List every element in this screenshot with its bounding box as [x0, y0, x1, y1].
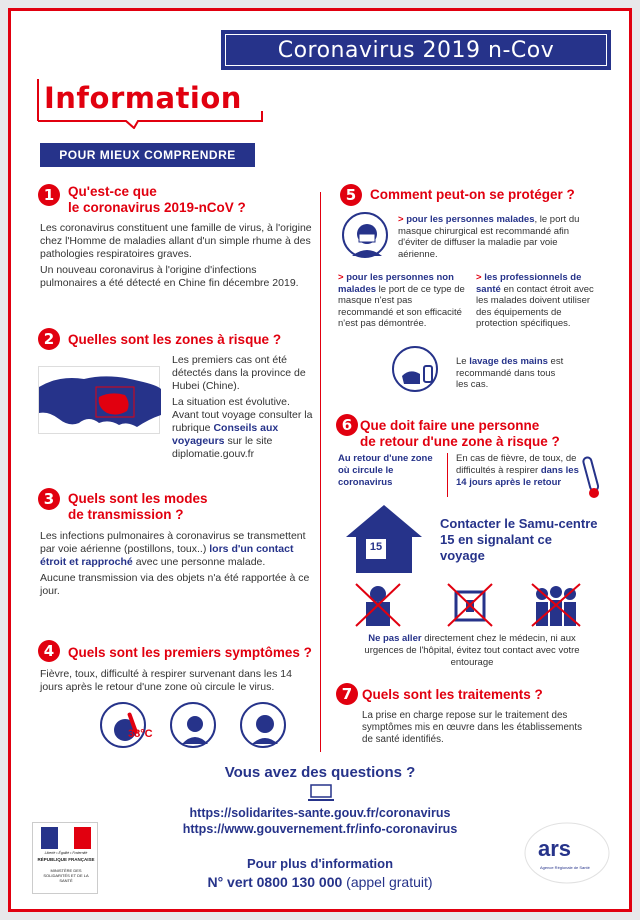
no-contact-icon [528, 582, 584, 628]
section-3-text: Les infections pulmonaires à coronavirus se transmettent par voie aérienne (postillons, toux..) lors d'un contact étroit et rapproché avec une personne malade. Aucune transmission via des objets n'a été rapportée à ce jour. [40, 530, 310, 597]
section-3-number: 3 [38, 488, 60, 510]
return-context-text: Au retour d'une zone où circule le coronavirus [338, 453, 433, 488]
cough-icon [170, 702, 216, 748]
section-2-title: Quelles sont les zones à risque ? [68, 332, 282, 347]
page-title: Coronavirus 2019 n-Cov [277, 37, 555, 63]
phone-line: N° vert 0800 130 000 (appel gratuit) [207, 874, 433, 890]
more-info-label: Pour plus d'information [246, 856, 394, 871]
column-divider [320, 192, 321, 752]
samu-number-badge: 15 [369, 541, 383, 553]
world-map [38, 366, 160, 434]
laptop-icon [308, 784, 334, 802]
section-1-title: Qu'est-ce que le coronavirus 2019-nCoV ? [68, 184, 246, 215]
return-divider [447, 453, 448, 497]
avoid-contact-text: Ne pas aller directement chez le médecin, ni aux urgences de l'hôpital, évitez tout contact avec votre entourage [364, 633, 580, 668]
section-6-number: 6 [336, 414, 358, 436]
section-7-title: Quels sont les traitements ? [362, 687, 543, 702]
information-bubble [36, 75, 266, 129]
section-2-number: 2 [38, 328, 60, 350]
information-heading: Information [44, 81, 242, 115]
republique-francaise-logo: Liberté • Égalité • Fraternité RÉPUBLIQUE FRANÇAISE MINISTÈRE DES SOLIDARITÉS ET DE LA SANTÉ [32, 822, 98, 894]
section-2-text: Les premiers cas ont été détectés dans la province de Hubei (Chine). La situation est évolutive. Avant tout voyage consulter la rubrique Conseils aux voyageurs sur le site diplomatie.gouv.fr [172, 354, 313, 460]
section-1-number: 1 [38, 184, 60, 206]
thermometer-icon [580, 455, 602, 501]
title-banner [221, 30, 611, 70]
french-flag-icon [41, 827, 91, 849]
protection-sick-text: > pour les personnes malades, le port du masque chirurgical est recommandé afin d'éviter de diffuser la maladie par voie aérienne. [398, 214, 580, 260]
section-7-text: La prise en charge repose sur le traitement des symptômes mis en œuvre dans les établissements de santé identifiés. [362, 710, 582, 745]
return-symptoms-text: En cas de fièvre, de toux, de difficultés à respirer dans les 14 jours après le retour [456, 453, 579, 488]
hand-washing-icon [392, 346, 438, 392]
section-7-number: 7 [336, 683, 358, 705]
samu-phone-icon [344, 503, 424, 575]
url-gouvernement[interactable]: https://www.gouvernement.fr/info-coronavirus [182, 822, 458, 836]
url-solidarites[interactable]: https://solidarites-sante.gouv.fr/coronavirus [189, 806, 451, 820]
breathing-difficulty-icon [240, 702, 286, 748]
questions-heading: Vous avez des questions ? [224, 764, 416, 781]
samu-instruction: Contacter le Samu-centre 15 en signalant ce voyage [440, 516, 598, 563]
section-1-text: Les coronavirus constituent une famille de virus, à l'origine chez l'Homme de maladies allant d'un simple rhume à des pathologies respiratoires graves. Un nouveau coronavirus à l'origine d'infections pulmonaires a été détecté en Chine fin décembre 2019. [40, 222, 312, 289]
ars-logo: ars Agence Régionale de Santé [522, 820, 612, 886]
section-5-number: 5 [340, 184, 362, 206]
section-5-title: Comment peut-on se protéger ? [370, 187, 575, 202]
hand-washing-text: Le lavage des mains est recommandé dans tous les cas. [456, 356, 564, 390]
section-3-title: Quels sont les modes de transmission ? [68, 491, 208, 522]
section-6-title: Que doit faire une personne de retour d'une zone à risque ? [360, 418, 560, 449]
temperature-label: 38°C [128, 728, 153, 740]
mask-icon [342, 212, 388, 258]
section-4-title: Quels sont les premiers symptômes ? [68, 645, 312, 660]
fever-icon [100, 702, 146, 748]
no-hospital-icon [444, 582, 496, 628]
protection-professionals-text: > les professionnels de santé en contact étroit avec les malades doivent utiliser des équipements de protection spécifiques. [476, 272, 594, 329]
section-4-text: Fièvre, toux, difficulté à respirer survenant dans les 14 jours après le retour d'une zone où circule le virus. [40, 668, 292, 693]
subtitle-banner: POUR MIEUX COMPRENDRE [40, 143, 255, 167]
section-4-number: 4 [38, 640, 60, 662]
protection-non-sick-text: > pour les personnes non malades le port de ce type de masque n'est pas recommandé et son efficacité n'est pas démontrée. [338, 272, 465, 329]
no-doctor-icon [352, 582, 404, 628]
map-icon [39, 367, 161, 435]
